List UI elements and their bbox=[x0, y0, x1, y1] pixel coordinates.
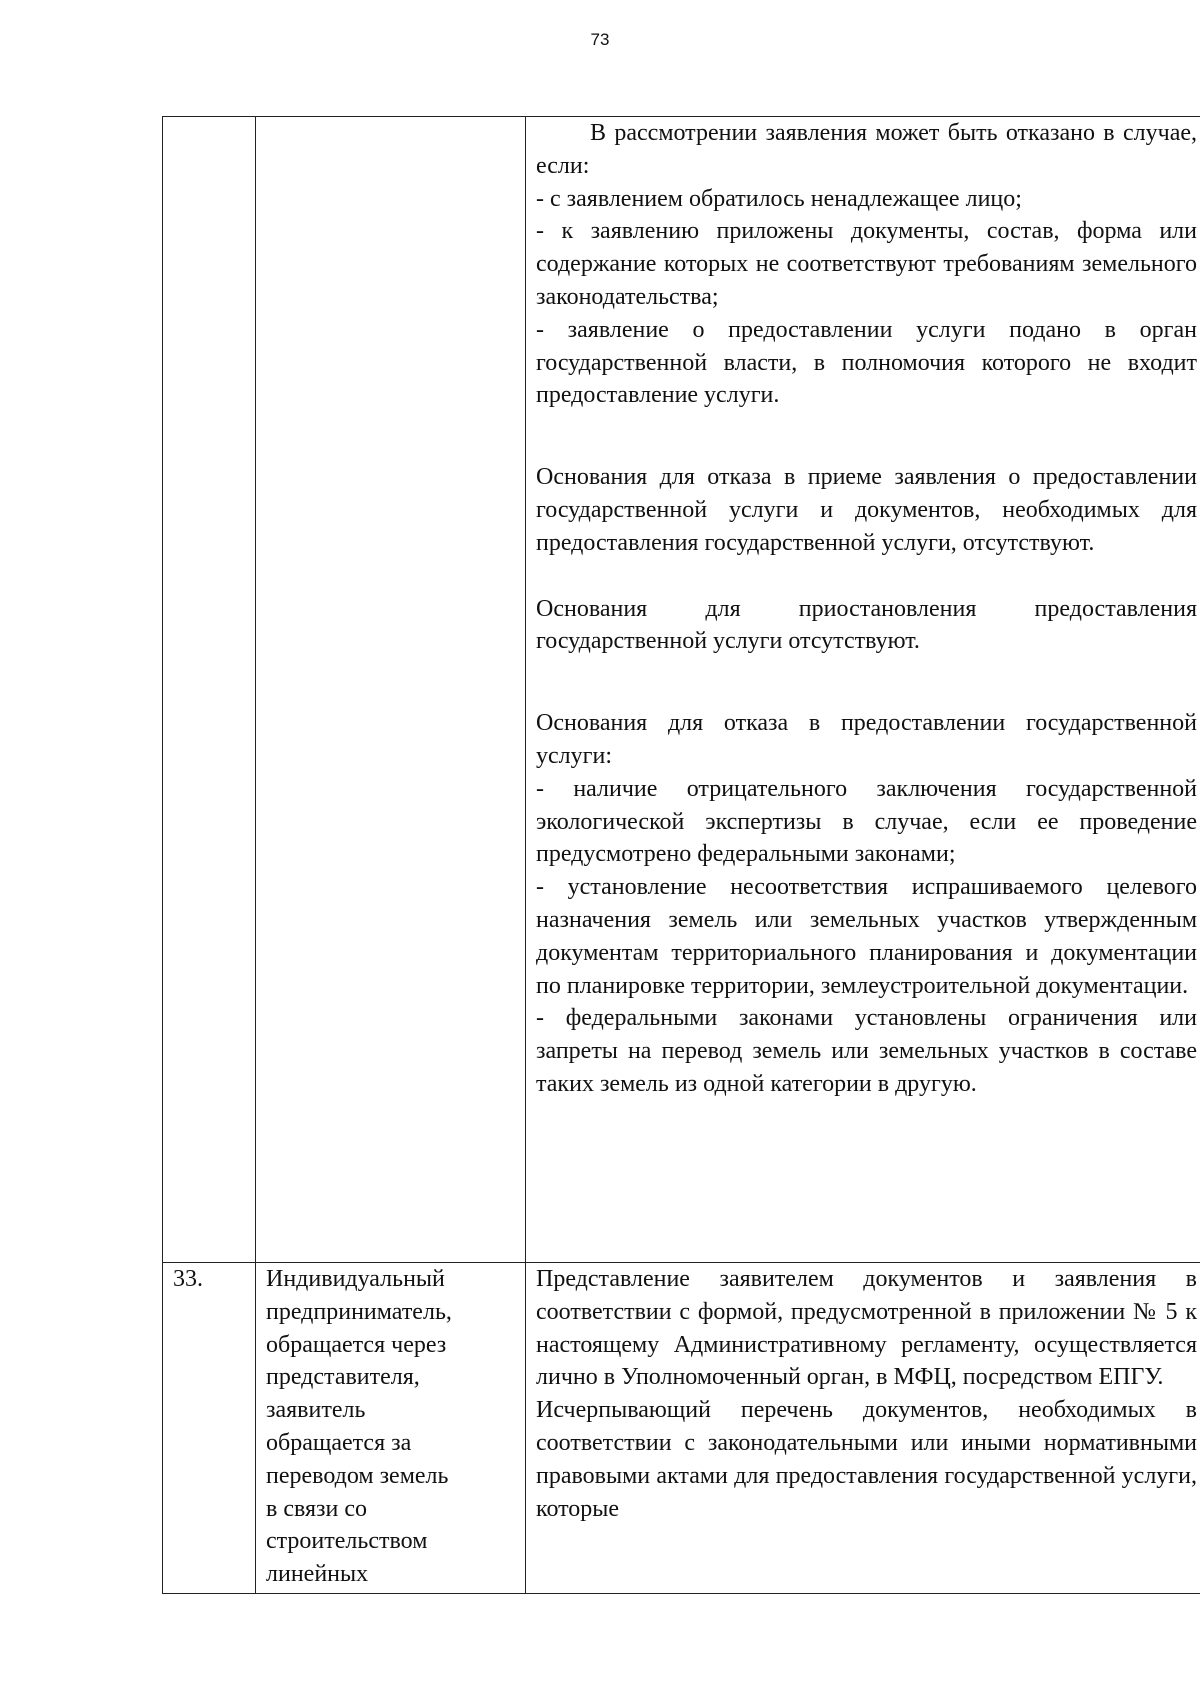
applicant-line: представителя, bbox=[266, 1364, 420, 1391]
services-table bbox=[162, 116, 1200, 1594]
submission-paragraph: Представление заявителем документов и заявления в соответствии с формой, предусмотренной в приложении № 5 к настоящему Административному регламенту, осуществляется лично в Уполномоченный орган, в МФЦ, посредством ЕПГУ. bbox=[536, 1266, 1197, 1391]
applicant-line: предприниматель, bbox=[266, 1298, 452, 1325]
submission-cell bbox=[526, 1263, 1200, 1594]
refusal-provide-item: - наличие отрицательного заключения государственной экологической экспертизы в случае, если ее проведение предусмотрено федеральными законами; bbox=[536, 775, 1197, 868]
refusal-consider-item: - заявление о предоставлении услуги подано в орган государственной власти, в полномочия которого не входит предоставление услуги. bbox=[536, 316, 1197, 409]
refusal-accept-paragraph: Основания для отказа в приеме заявления о предоставлении государственной услуги и документов, необходимых для предоставления государственной услуги, отсутствуют. bbox=[536, 464, 1197, 556]
applicant-cell bbox=[256, 1263, 526, 1594]
applicant-line: заявитель bbox=[266, 1397, 366, 1424]
refusal-consider-item: - с заявлением обратилось ненадлежащее лицо; bbox=[536, 185, 1022, 212]
conditions-cell bbox=[526, 117, 1200, 1263]
applicant-line: в связи со bbox=[266, 1495, 368, 1522]
refusal-provide-item: - установление несоответствия испрашиваемого целевого назначения земель или земельных участков утвержденным документам территориального планирования и документации по планировке территории, землеустроительной документации. bbox=[536, 874, 1197, 999]
refusal-consider-intro: В рассмотрении заявления может быть отказано в случае, если: bbox=[536, 120, 1197, 179]
refusal-provide-intro: Основания для отказа в предоставлении государственной услуги: bbox=[536, 710, 1197, 769]
applicant-line: обращается за bbox=[266, 1429, 412, 1456]
documents-list-paragraph: Исчерпывающий перечень документов, необходимых в соответствии с законодательными или иными нормативными правовыми актами для предоставления государственной услуги, которые bbox=[536, 1397, 1197, 1522]
row-number-cell bbox=[163, 117, 256, 1263]
applicant-line: переводом земель bbox=[266, 1462, 449, 1489]
applicant-line: Индивидуальный bbox=[266, 1266, 445, 1292]
applicant-line: обращается через bbox=[266, 1331, 447, 1358]
refusal-consider-item: - к заявлению приложены документы, состав, форма или содержание которых не соответствуют требованиям земельного законодательства; bbox=[536, 218, 1197, 310]
suspension-paragraph: Основания для приостановления предоставления государственной услуги отсутствуют. bbox=[536, 595, 1197, 655]
applicant-cell bbox=[256, 117, 526, 1263]
table-row bbox=[163, 1263, 1200, 1594]
row-number-cell: 33. bbox=[163, 1263, 256, 1594]
table-row bbox=[163, 117, 1200, 1263]
applicant-line: линейных bbox=[266, 1561, 369, 1588]
applicant-line: строительством bbox=[266, 1528, 428, 1555]
refusal-provide-item: - федеральными законами установлены ограничения или запреты на перевод земель или земельных участков в составе таких земель из одной категории в другую. bbox=[536, 1005, 1197, 1097]
page-number: 73 bbox=[590, 30, 610, 49]
